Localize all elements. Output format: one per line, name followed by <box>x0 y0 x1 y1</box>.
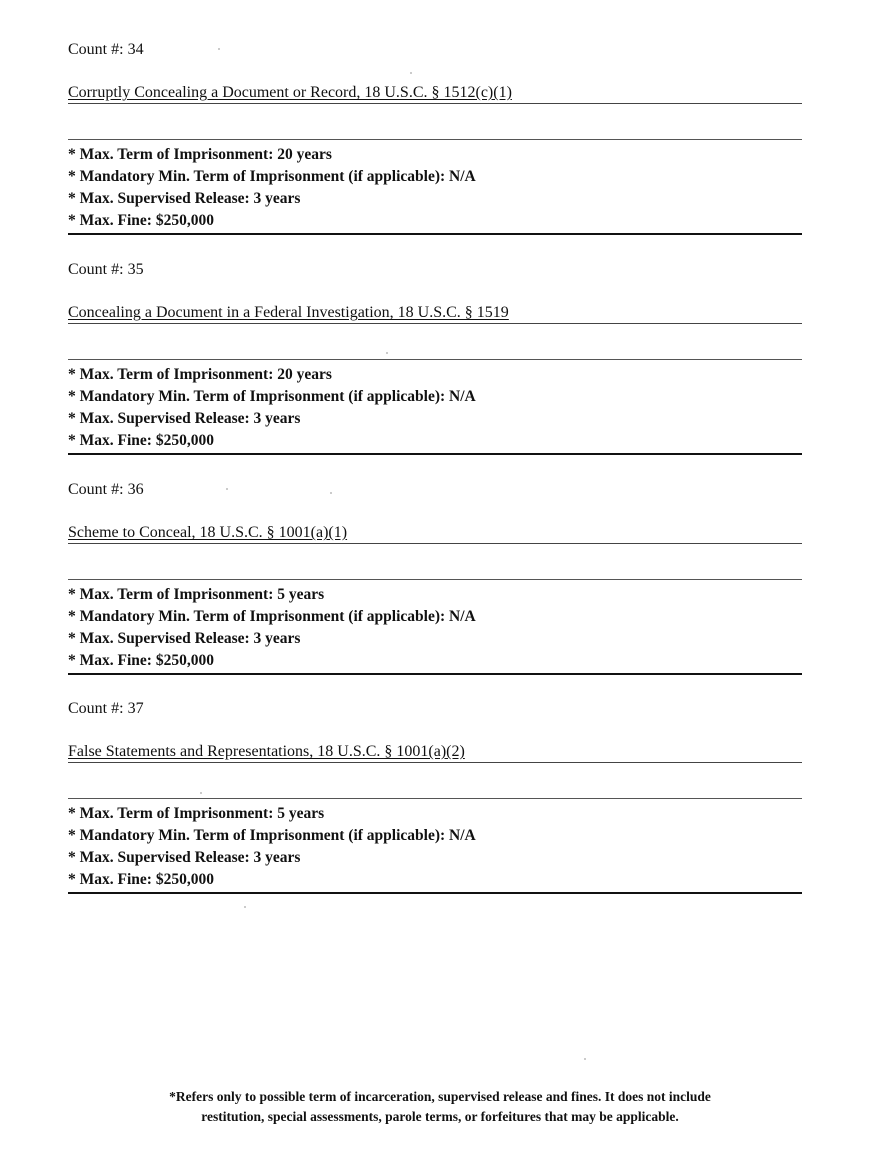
scan-speck <box>386 352 388 354</box>
max-term: * Max. Term of Imprisonment: 20 years <box>68 366 332 383</box>
count-number: Count #: 37 <box>68 700 144 717</box>
supervised-release: * Max. Supervised Release: 3 years <box>68 190 301 207</box>
max-fine: * Max. Fine: $250,000 <box>68 432 214 449</box>
scan-speck <box>200 792 202 794</box>
scan-speck <box>410 72 412 74</box>
footnote-line: restitution, special assessments, parole terms, or forfeitures that may be applicable. <box>201 1109 679 1124</box>
footnote-line: *Refers only to possible term of incarceration, supervised release and fines. It does not include <box>169 1089 711 1104</box>
supervised-release: * Max. Supervised Release: 3 years <box>68 410 301 427</box>
max-fine: * Max. Fine: $250,000 <box>68 212 214 229</box>
blank-line <box>68 139 802 140</box>
blank-line <box>68 798 802 799</box>
mandatory-min: * Mandatory Min. Term of Imprisonment (if applicable): N/A <box>68 388 476 405</box>
statute-title: Concealing a Document in a Federal Investigation, 18 U.S.C. § 1519 <box>68 304 802 324</box>
penalty-list <box>68 584 802 675</box>
statute-title: Scheme to Conceal, 18 U.S.C. § 1001(a)(1) <box>68 524 802 544</box>
penalty-list <box>68 144 802 235</box>
max-term: * Max. Term of Imprisonment: 5 years <box>68 586 325 603</box>
penalty-list <box>68 803 802 894</box>
blank-line <box>68 359 802 360</box>
supervised-release: * Max. Supervised Release: 3 years <box>68 849 301 866</box>
scan-speck <box>226 488 228 490</box>
scan-speck <box>584 1058 586 1060</box>
scan-speck <box>244 906 246 908</box>
scan-speck <box>218 48 220 50</box>
max-term: * Max. Term of Imprisonment: 5 years <box>68 805 325 822</box>
max-fine: * Max. Fine: $250,000 <box>68 652 214 669</box>
count-number: Count #: 35 <box>68 261 144 278</box>
statute-title: False Statements and Representations, 18 U.S.C. § 1001(a)(2) <box>68 743 802 763</box>
max-term: * Max. Term of Imprisonment: 20 years <box>68 146 332 163</box>
count-number: Count #: 36 <box>68 481 144 498</box>
max-fine: * Max. Fine: $250,000 <box>68 871 214 888</box>
penalty-list <box>68 364 802 455</box>
statute-title: Corruptly Concealing a Document or Record, 18 U.S.C. § 1512(c)(1) <box>68 84 802 104</box>
mandatory-min: * Mandatory Min. Term of Imprisonment (if applicable): N/A <box>68 827 476 844</box>
count-number: Count #: 34 <box>68 41 144 58</box>
footnote <box>60 1087 820 1127</box>
scan-speck <box>330 492 332 494</box>
blank-line <box>68 579 802 580</box>
mandatory-min: * Mandatory Min. Term of Imprisonment (if applicable): N/A <box>68 608 476 625</box>
supervised-release: * Max. Supervised Release: 3 years <box>68 630 301 647</box>
mandatory-min: * Mandatory Min. Term of Imprisonment (if applicable): N/A <box>68 168 476 185</box>
